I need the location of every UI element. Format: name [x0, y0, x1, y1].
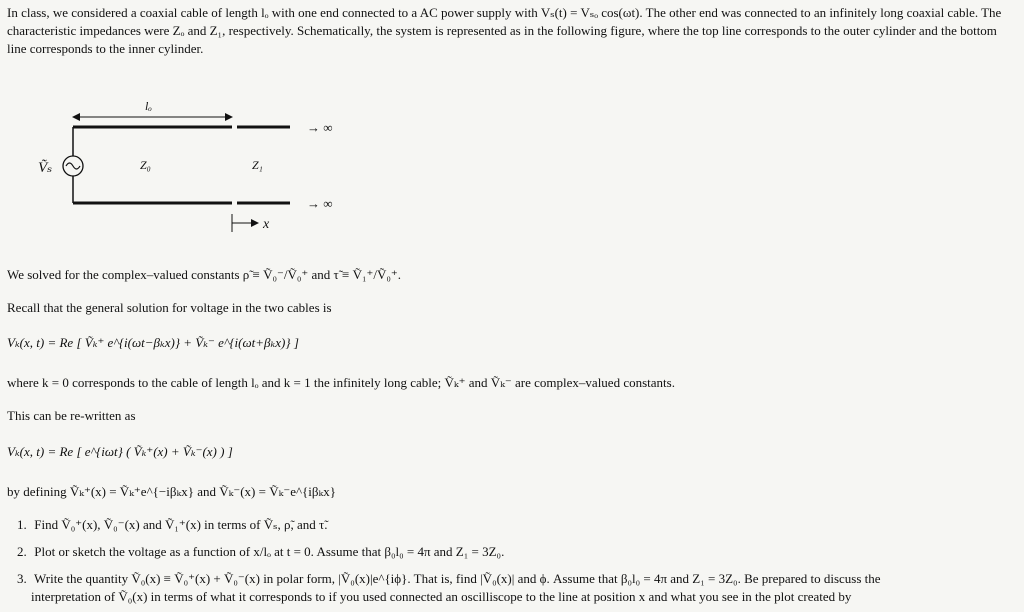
infinity-label-top: → ∞: [307, 120, 333, 135]
where-line: where k = 0 corresponds to the cable of length lₒ and k = 1 the infinitely long cable; Ṽₖ⁺ and Ṽₖ⁻ are complex–valued constants.: [7, 375, 675, 390]
x-axis-label: x: [263, 217, 270, 232]
question-number: 1.: [17, 517, 27, 532]
rewritten-equation: Vₖ(x, t) = Re [ e^{iωt} ( Ṽₖ⁺(x) + Ṽₖ⁻(x) ) ]: [7, 444, 233, 459]
question-1: [17, 517, 328, 533]
question-3-continuation: interpretation of Ṽ₀(x) in terms of what it corresponds to if you used connected an oscilliscope to the line at position x and what you see in the plot created by: [31, 589, 852, 604]
infinity-label-bottom: → ∞: [307, 196, 333, 211]
defining-line: by defining Ṽₖ⁺(x) = Ṽₖ⁺e^{−iβₖx} and Ṽₖ⁻(x) = Ṽₖ⁻e^{iβₖx}: [7, 484, 337, 499]
question-3: [17, 571, 881, 587]
question-text: Write the quantity Ṽ₀(x) ≡ Ṽ₀⁺(x) + Ṽ₀⁻(x) in polar form, |Ṽ₀(x)|e^{iϕ}. That is, find |Ṽ₀(x)| and ϕ. Assume that β₀l₀ = 4π and Z₁ = 3Z₀. Be prepared to discuss the: [34, 571, 881, 586]
recall-line: Recall that the general solution for voltage in the two cables is: [7, 300, 332, 315]
question-2: [17, 544, 504, 560]
impedance-z1-label: Z₁: [252, 158, 263, 172]
question-number: 2.: [17, 544, 27, 559]
impedance-z0-label: Z₀: [140, 158, 151, 172]
question-number: 3.: [17, 571, 27, 586]
intro-paragraph: In class, we considered a coaxial cable of length lₒ with one end connected to a AC power supply with Vₛ(t) = Vₛₒ cos(ωt). The other end was connected to an infinitely long coaxial cable. The characteristic impedances were Zₒ and Z₁, respectively. Schematically, the system is represented as in the following figure, where the top line corresponds to the outer cylinder and the bottom line corresponds to the inner cylinder.: [7, 5, 1002, 56]
length-label: lₒ: [145, 99, 152, 113]
solved-constants-line: We solved for the complex–valued constants ρ̃ ≡ Ṽ₀⁻/Ṽ₀⁺ and τ̃ ≡ Ṽ₁⁺/Ṽ₀⁺.: [7, 267, 402, 282]
ac-source-icon: [63, 156, 83, 176]
question-text: Find Ṽ₀⁺(x), Ṽ₀⁻(x) and Ṽ₁⁺(x) in terms of Ṽₛ, ρ̃, and τ̃.: [34, 517, 328, 532]
general-solution-equation: Vₖ(x, t) = Re [ Ṽₖ⁺ e^{i(ωt−βₖx)} + Ṽₖ⁻ e^{i(ωt+βₖx)} ]: [7, 335, 299, 350]
question-text: Plot or sketch the voltage as a function of x/lₒ at t = 0. Assume that β₀l₀ = 4π and Z₁ = 3Z₀.: [34, 544, 505, 559]
source-label: Ṽₛ: [38, 160, 53, 176]
rewritten-line: This can be re-written as: [7, 408, 136, 423]
